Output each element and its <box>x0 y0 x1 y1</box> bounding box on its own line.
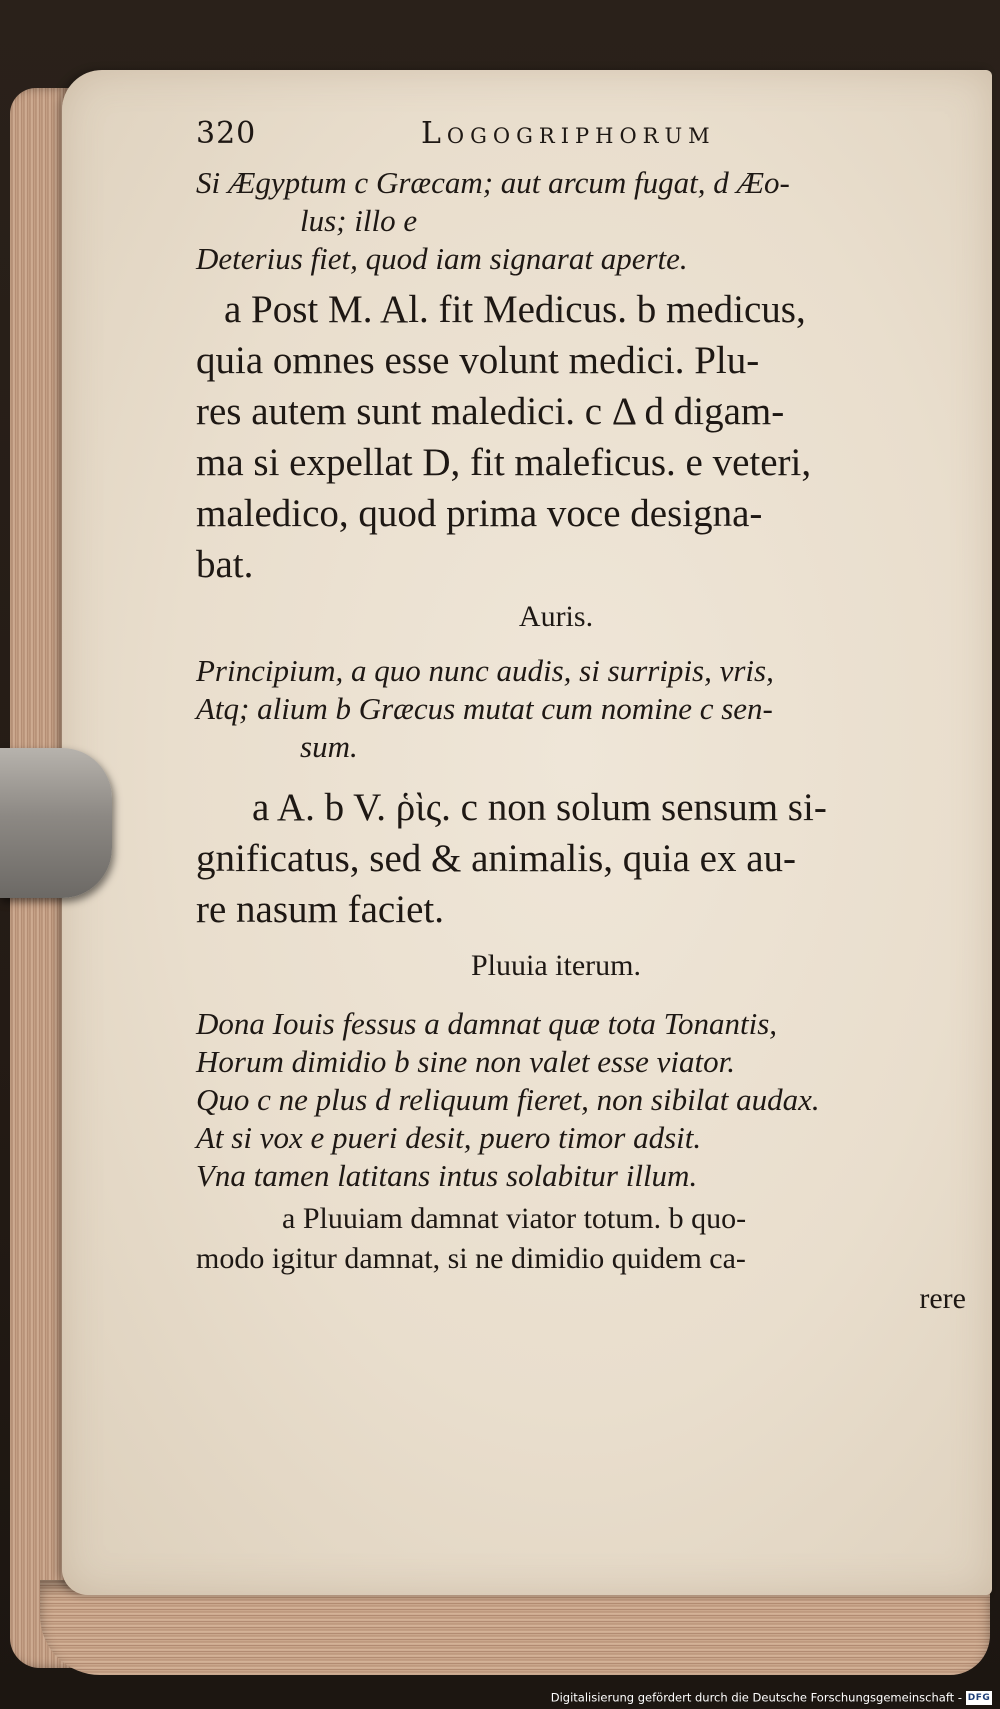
commentary-line: bat. <box>196 543 254 586</box>
commentary-line: re nasum faciet. <box>196 888 444 931</box>
verse-line: Quo c ne plus d reliquum fieret, non sibilat audax. <box>196 1082 820 1117</box>
verse-line: Deterius fiet, quod iam signarat aperte. <box>196 241 688 276</box>
commentary-line: maledico, quod prima voce designa- <box>196 492 763 535</box>
verse-block-2 <box>196 652 976 766</box>
commentary-block-1 <box>196 284 976 590</box>
commentary-block-3 <box>196 1199 976 1319</box>
verse-line: Atq; alium b Græcus mutat cum nomine c sen- <box>196 691 773 726</box>
commentary-line: gnificatus, sed & animalis, quia ex au- <box>196 837 797 880</box>
verse-line: Si Ægyptum c Græcam; aut arcum fugat, d Æo- <box>196 165 790 200</box>
verse-line: Principium, a quo nunc audis, si surripis, vris, <box>196 653 774 688</box>
verse-line: sum. <box>300 729 358 764</box>
section-heading: Pluuia iterum. <box>471 949 641 982</box>
verse-block-1 <box>196 164 976 278</box>
digitization-credit <box>551 1687 992 1707</box>
commentary-block-2 <box>196 782 976 935</box>
verse-block-3 <box>196 1005 976 1195</box>
commentary-line: a Post M. Al. fit Medicus. b medicus, <box>224 288 806 331</box>
commentary-line: res autem sunt maledici. c Δ d digam- <box>196 390 785 433</box>
commentary-line: modo igitur damnat, si ne dimidio quidem ca- <box>196 1242 746 1275</box>
page-clip <box>0 748 112 898</box>
commentary-line: a A. b V. ῥὶς. c non solum sensum si- <box>252 786 827 829</box>
verse-line: Dona Iouis fessus a damnat quæ tota Tonantis, <box>196 1006 778 1041</box>
running-title: Logogriphorum <box>421 116 716 151</box>
commentary-line: ma si expellat D, fit maleficus. e veteri, <box>196 441 812 484</box>
verse-line: At si vox e pueri desit, puero timor adsit. <box>196 1120 702 1155</box>
verse-line: Vna tamen latitans intus solabitur illum. <box>196 1158 698 1193</box>
verse-line: lus; illo e <box>300 203 418 238</box>
page-text <box>196 110 976 1319</box>
credit-text: Digitalisierung gefördert durch die Deutsche Forschungsgemeinschaft - <box>550 1690 962 1705</box>
page-number: 320 <box>196 116 257 151</box>
section-heading: Auris. <box>518 600 594 633</box>
running-head <box>196 110 976 164</box>
verse-line: Horum dimidio b sine non valet esse viator. <box>196 1044 736 1079</box>
dfg-logo: DFG <box>967 1692 991 1703</box>
commentary-line: quia omnes esse volunt medici. Plu- <box>196 339 760 382</box>
catchword: rere <box>919 1282 966 1315</box>
commentary-line: a Pluuiam damnat viator totum. b quo- <box>282 1202 747 1235</box>
